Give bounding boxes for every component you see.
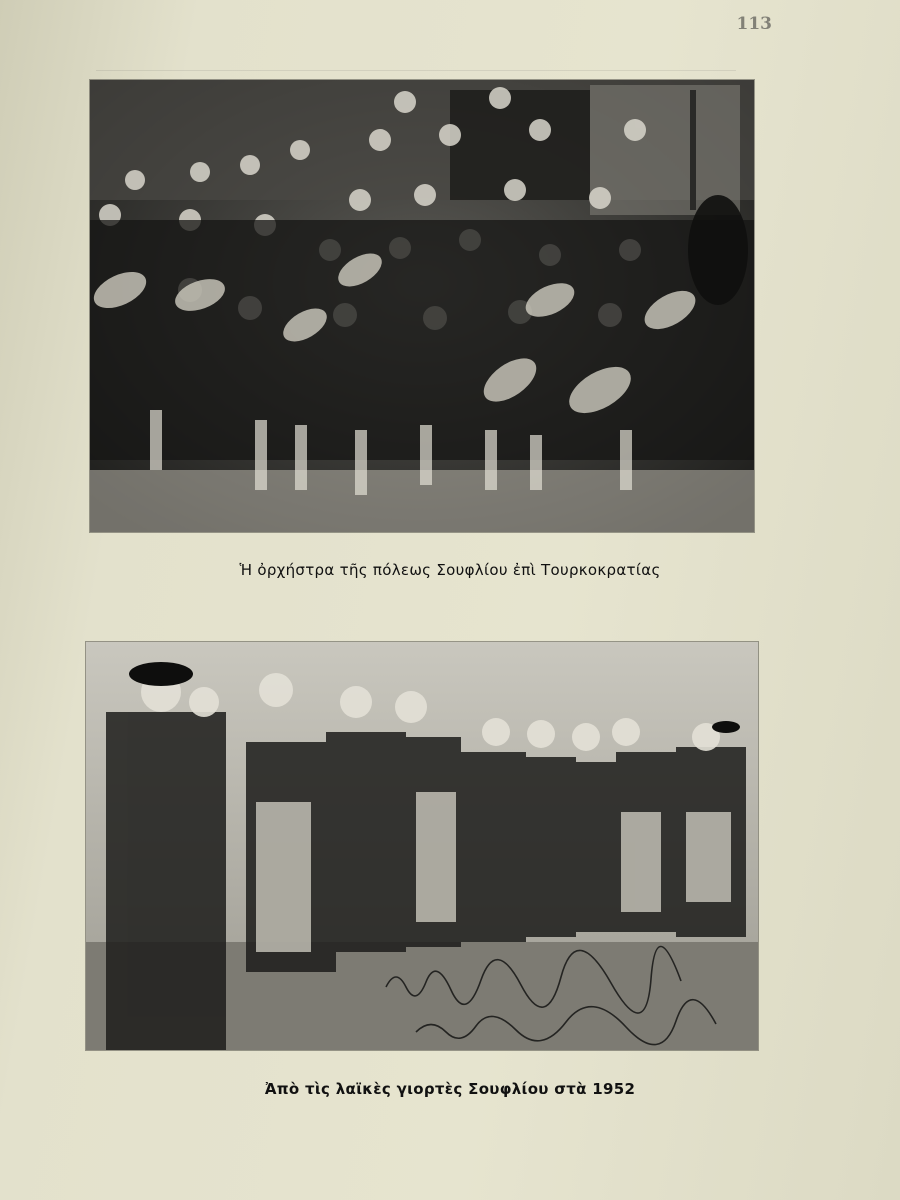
top-photo-caption: Ἡ ὀρχήστρα τῆς πόλεως Σουφλίου ἐπὶ Τουρκοκρατίας [239,561,661,579]
bottom-photo-caption: Ἀπὸ τὶς λαϊκὲς γιορτὲς Σουφλίου στὰ 1952 [264,1080,636,1098]
orchestra-photo-image [90,80,754,532]
page-number: 113 [736,14,772,34]
festival-photograph [86,642,758,1050]
festival-photo-image [86,642,758,1050]
orchestra-photograph [90,80,754,532]
